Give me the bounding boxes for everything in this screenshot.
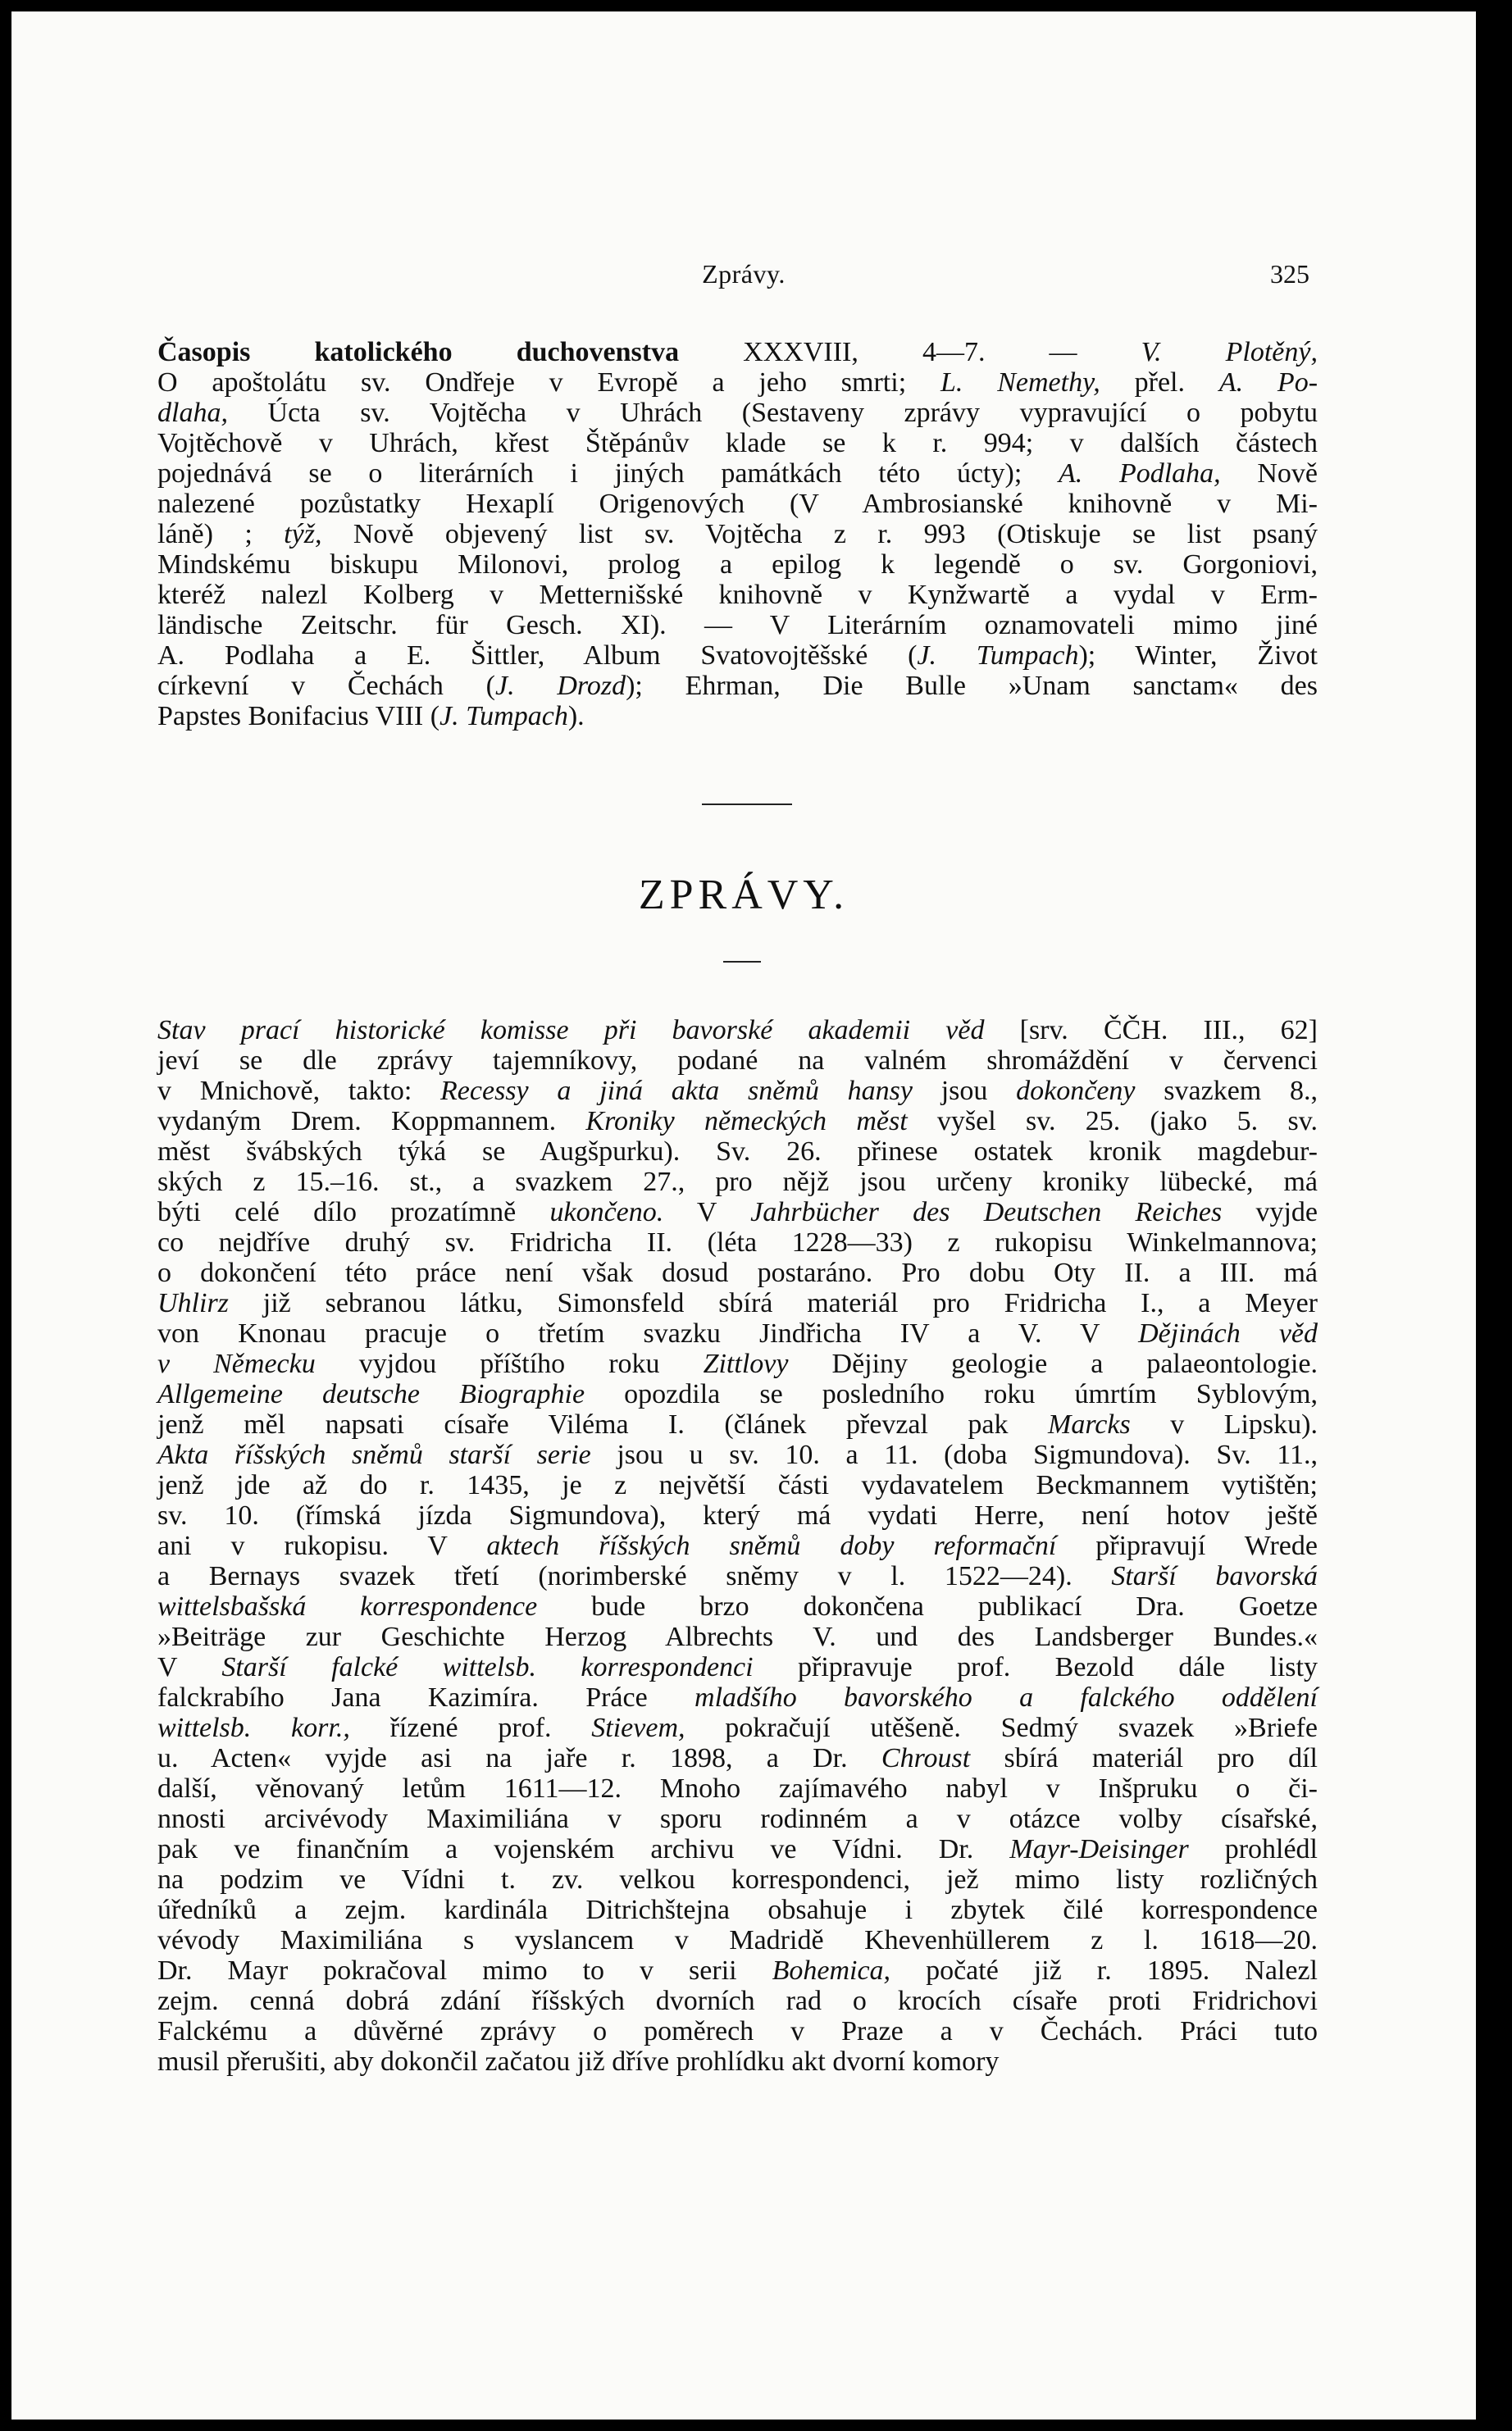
text-run: v Lipsku). bbox=[1130, 1409, 1318, 1440]
text-run: von Knonau pracuje o třetím svazku Jindřicha IV a V. V bbox=[157, 1318, 1139, 1349]
text-run: V bbox=[663, 1197, 751, 1227]
text-line bbox=[157, 1197, 1318, 1227]
text-line bbox=[157, 1743, 1318, 1773]
text-line bbox=[157, 1834, 1318, 1864]
text-line bbox=[157, 428, 1318, 458]
text-run: A. Po- bbox=[1218, 367, 1318, 398]
text-run: Jahrbücher des Deutschen Reiches bbox=[750, 1197, 1223, 1227]
text-run: jenž měl napsati císaře Viléma I. (článek převzal pak bbox=[157, 1409, 1049, 1440]
text-run: ských z 15.–16. st., a svazkem 27., pro nějž jsou určeny kroniky lübecké, má bbox=[157, 1167, 1318, 1197]
text-run: láně) ; bbox=[157, 519, 285, 549]
text-line bbox=[157, 580, 1318, 610]
text-run: Akta říšských sněmů starší serie bbox=[157, 1440, 591, 1470]
text-line bbox=[157, 1045, 1318, 1076]
text-line bbox=[157, 1318, 1318, 1349]
text-run: Starší falcké wittelsb. korrespondenci bbox=[221, 1652, 754, 1682]
text-run: XXXVIII, 4—7. — bbox=[743, 337, 1141, 367]
text-line bbox=[157, 489, 1318, 519]
text-run: »Beiträge zur Geschichte Herzog Albrechts V. und des Landsberger Bundes.« bbox=[157, 1622, 1318, 1652]
text-run: dokončeny bbox=[1016, 1076, 1136, 1106]
text-run: ani v rukopisu. V bbox=[157, 1531, 487, 1561]
text-run: Zittlovy bbox=[703, 1349, 789, 1379]
page bbox=[11, 11, 1476, 2420]
text-run: ); Ehrman, Die Bulle »Unam sanctam« des bbox=[626, 671, 1318, 701]
text-line bbox=[157, 1622, 1318, 1652]
text-run: J. Drozd bbox=[494, 671, 626, 701]
text-line bbox=[157, 1227, 1318, 1258]
text-run: a Bernays svazek třetí (norimberské sněmy v l. 1522—24). bbox=[157, 1561, 1112, 1591]
news-paragraph bbox=[157, 1015, 1318, 2077]
text-run: o dokončení této práce není však dosud postaráno. Pro dobu Oty II. a III. má bbox=[157, 1258, 1318, 1288]
text-run: ländische Zeitschr. für Gesch. XI). — V Literárním oznamovateli mimo jiné bbox=[157, 610, 1318, 640]
text-run: J. Tumpach bbox=[439, 701, 568, 731]
text-run: Recessy a jiná akta sněmů hansy bbox=[440, 1076, 913, 1106]
text-run: týž, bbox=[284, 519, 322, 549]
text-line bbox=[157, 1136, 1318, 1167]
text-run: Papstes Bonifacius VIII ( bbox=[157, 701, 440, 731]
text-run: Mindskému biskupu Milonovi, prolog a epilog k legendě o sv. Gorgoniovi, bbox=[157, 549, 1318, 580]
text-run: V bbox=[157, 1652, 222, 1682]
text-run: jenž jde až do r. 1435, je z největší části vydavatelem Beckmannem vytištěn; bbox=[157, 1470, 1318, 1500]
text-line bbox=[157, 701, 1318, 731]
text-line bbox=[157, 2046, 1318, 2077]
text-run: Uhlirz bbox=[157, 1288, 229, 1318]
text-run: vydaným Drem. Koppmannem. bbox=[157, 1106, 586, 1136]
text-line bbox=[157, 1561, 1318, 1591]
text-line bbox=[157, 367, 1318, 398]
text-run: Nově bbox=[1220, 458, 1318, 489]
text-run: co nejdříve druhý sv. Fridricha II. (léta 1228—33) z rukopisu Winkelmannova; bbox=[157, 1227, 1318, 1258]
text-run: úředníků a zejm. kardinála Ditrichštejna obsahuje i zbytek čilé korrespondence bbox=[157, 1895, 1318, 1925]
text-line bbox=[157, 398, 1318, 428]
text-run: připravují Wrede bbox=[1056, 1531, 1318, 1561]
text-run: nnosti arcivévody Maximiliána v sporu rodinném a v otázce volby císařské, bbox=[157, 1804, 1318, 1834]
text-run: vévody Maximiliána s vyslancem v Madridě Khevenhüllerem z l. 1618—20. bbox=[157, 1925, 1318, 1955]
text-run: A. Podlaha, bbox=[1058, 458, 1221, 489]
text-run: aktech říšských sněmů doby reformační bbox=[486, 1531, 1057, 1561]
text-run: J. Tumpach bbox=[917, 640, 1079, 671]
text-line bbox=[157, 1409, 1318, 1440]
text-line bbox=[157, 1925, 1318, 1955]
text-line bbox=[157, 1864, 1318, 1895]
text-run: Vojtěchově v Uhrách, křest Štěpánův klade se k r. 994; v dalších částech bbox=[157, 428, 1318, 458]
text-line bbox=[157, 1682, 1318, 1713]
text-run: pojednává se o literárních i jiných památkách této úcty); bbox=[157, 458, 1059, 489]
text-run: wittelsbašská korrespondence bbox=[157, 1591, 538, 1622]
text-run: na podzim ve Vídni t. zv. velkou korrespondenci, jež mimo listy rozličných bbox=[157, 1864, 1318, 1895]
text-line bbox=[157, 1106, 1318, 1136]
text-run: Dějinách věd bbox=[1138, 1318, 1318, 1349]
text-run: Časopis katolického duchovenstva bbox=[157, 337, 744, 367]
text-run: [srv. ČČH. III., 62] bbox=[984, 1015, 1318, 1045]
text-line bbox=[157, 1713, 1318, 1743]
text-line bbox=[157, 1895, 1318, 1925]
section-divider bbox=[702, 804, 792, 805]
text-run: jeví se dle zprávy tajemníkovy, podané na valném shromáždění v červenci bbox=[157, 1045, 1318, 1076]
heading-underline bbox=[723, 961, 761, 963]
text-run: falckrabího Jana Kazimíra. Práce bbox=[157, 1682, 695, 1713]
text-run: A. Podlaha a E. Šittler, Album Svatovojtěšské ( bbox=[157, 640, 918, 671]
text-line bbox=[157, 1288, 1318, 1318]
text-run: Nově objevený list sv. Vojtěcha z r. 993 (Otiskuje se list psaný bbox=[321, 519, 1318, 549]
text-line bbox=[157, 1773, 1318, 1804]
text-run: pak ve finančním a vojenském archivu ve Vídni. Dr. bbox=[157, 1834, 1010, 1864]
text-run: ). bbox=[567, 701, 585, 731]
page-number: 325 bbox=[1270, 259, 1309, 289]
text-run: svazkem 8., bbox=[1135, 1076, 1318, 1106]
text-line bbox=[157, 1349, 1318, 1379]
text-run: Úcta sv. Vojtěcha v Uhrách (Sestaveny zprávy vypravující o pobytu bbox=[227, 398, 1318, 428]
text-run: počaté již r. 1895. Nalezl bbox=[890, 1955, 1318, 1986]
text-line bbox=[157, 519, 1318, 549]
text-run: Chroust bbox=[881, 1743, 971, 1773]
text-run: jsou bbox=[912, 1076, 1017, 1106]
text-run: dlaha, bbox=[157, 398, 228, 428]
text-line bbox=[157, 1986, 1318, 2016]
text-run: již sebranou látku, Simonsfeld sbírá materiál pro Fridricha I., a Meyer bbox=[228, 1288, 1318, 1318]
text-run: musil přerušiti, aby dokončil začatou již dříve prohlídku akt dvorní komory bbox=[157, 2046, 1000, 2077]
text-line bbox=[157, 1015, 1318, 1045]
text-run: Falckému a důvěrné zprávy o poměrech v Praze a v Čechách. Práci tuto bbox=[157, 2016, 1318, 2046]
text-run: ); Winter, Život bbox=[1078, 640, 1318, 671]
text-run: přel. bbox=[1100, 367, 1219, 398]
text-line bbox=[157, 1167, 1318, 1197]
text-run: v Mnichově, takto: bbox=[157, 1076, 441, 1106]
text-run: L. Nemethy, bbox=[940, 367, 1100, 398]
text-run: Mayr-Deisinger bbox=[1009, 1834, 1189, 1864]
text-run: měst švábských týká se Augšpurku). Sv. 26. přinese ostatek kronik magdebur- bbox=[157, 1136, 1318, 1167]
text-run: vyšel sv. 25. (jako 5. sv. bbox=[907, 1106, 1318, 1136]
text-run: V. Plotěný, bbox=[1141, 337, 1318, 367]
text-run: jsou u sv. 10. a 11. (doba Sigmundova). Sv. 11., bbox=[590, 1440, 1318, 1470]
text-line bbox=[157, 1258, 1318, 1288]
text-run: vyjdou příštího roku bbox=[315, 1349, 704, 1379]
text-run: Allgemeine deutsche Biographie bbox=[157, 1379, 585, 1409]
text-run: připravuje prof. Bezold dále listy bbox=[753, 1652, 1318, 1682]
text-run: sv. 10. (římská jízda Sigmundova), který má vydati Herre, není hotov ještě bbox=[157, 1500, 1318, 1531]
text-line bbox=[157, 671, 1318, 701]
running-title: Zprávy. bbox=[702, 259, 786, 289]
text-run: Dr. Mayr pokračoval mimo to v serii bbox=[157, 1955, 772, 1986]
text-line bbox=[157, 337, 1318, 367]
text-line bbox=[157, 1804, 1318, 1834]
text-run: zejm. cenná dobrá zdání říšských dvorních rad o krocích císaře proti Fridrichovi bbox=[157, 1986, 1318, 2016]
text-line bbox=[157, 1440, 1318, 1470]
text-run: kteréž nalezl Kolberg v Metternišské knihovně v Kynžwartě a vydal v Erm- bbox=[157, 580, 1318, 610]
text-run: Starší bavorská bbox=[1111, 1561, 1318, 1591]
text-line bbox=[157, 640, 1318, 671]
text-run: nalezené pozůstatky Hexaplí Origenových (V Ambrosianské knihovně v Mi- bbox=[157, 489, 1318, 519]
text-run: další, věnovaný letům 1611—12. Mnoho zajímavého nabyl v Inšpruku o či- bbox=[157, 1773, 1318, 1804]
text-line bbox=[157, 1955, 1318, 1986]
text-run: mladšího bavorského a falckého oddělení bbox=[695, 1682, 1318, 1713]
text-line bbox=[157, 1591, 1318, 1622]
text-line bbox=[157, 1652, 1318, 1682]
text-run: sbírá materiál pro díl bbox=[970, 1743, 1318, 1773]
text-run: wittelsb. korr., bbox=[157, 1713, 350, 1743]
text-line bbox=[157, 1076, 1318, 1106]
text-run: vyjde bbox=[1222, 1197, 1318, 1227]
text-line bbox=[157, 1379, 1318, 1409]
text-line bbox=[157, 610, 1318, 640]
magazine-review-paragraph bbox=[157, 337, 1318, 731]
text-run: v Německu bbox=[157, 1349, 316, 1379]
text-run: pokračují utěšeně. Sedmý svazek »Briefe bbox=[685, 1713, 1318, 1743]
text-run: Bohemica, bbox=[772, 1955, 891, 1986]
text-run: řízené prof. bbox=[349, 1713, 592, 1743]
text-line bbox=[157, 1531, 1318, 1561]
text-run: ukončeno. bbox=[549, 1197, 664, 1227]
text-run: církevní v Čechách ( bbox=[157, 671, 495, 701]
text-line bbox=[157, 549, 1318, 580]
running-head bbox=[11, 259, 1476, 292]
text-run: u. Acten« vyjde asi na jaře r. 1898, a Dr. bbox=[157, 1743, 881, 1773]
text-run: prohlédl bbox=[1188, 1834, 1318, 1864]
text-line bbox=[157, 1500, 1318, 1531]
text-line bbox=[157, 458, 1318, 489]
text-run: opozdila se posledního roku úmrtím Syblovým, bbox=[585, 1379, 1318, 1409]
text-run: bude brzo dokončena publikací Dra. Goetze bbox=[537, 1591, 1318, 1622]
text-run: O apoštolátu sv. Ondřeje v Evropě a jeho smrti; bbox=[157, 367, 940, 398]
text-run: Stav prací historické komisse při bavorské akademii věd bbox=[157, 1015, 985, 1045]
section-heading: ZPRÁVY. bbox=[638, 872, 849, 918]
text-run: Dějiny geologie a palaeontologie. bbox=[788, 1349, 1318, 1379]
text-run: Stievem, bbox=[591, 1713, 685, 1743]
text-line bbox=[157, 2016, 1318, 2046]
text-run: býti celé dílo prozatímně bbox=[157, 1197, 550, 1227]
text-run: Kroniky německých měst bbox=[585, 1106, 908, 1136]
text-line bbox=[157, 1470, 1318, 1500]
text-run: Marcks bbox=[1048, 1409, 1131, 1440]
